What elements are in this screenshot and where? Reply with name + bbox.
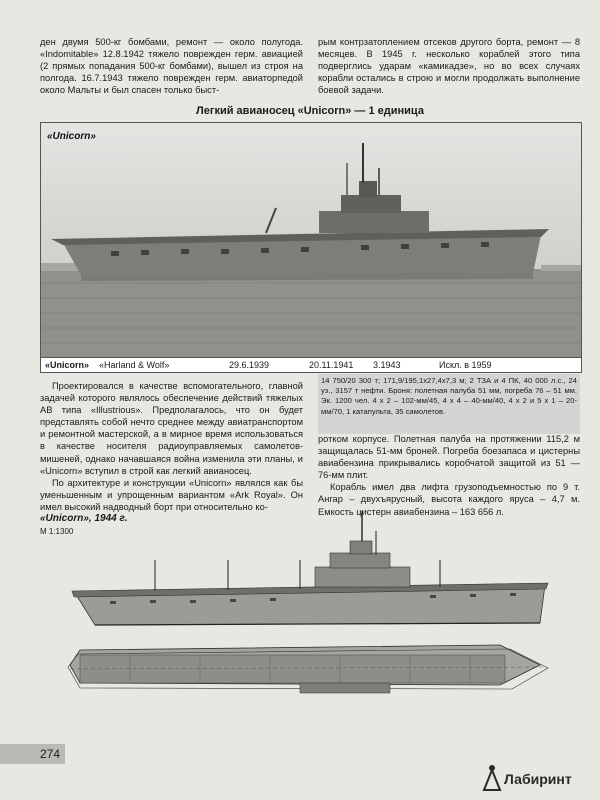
ship-name: «Unicorn» bbox=[45, 360, 90, 370]
ship-builder: «Harland & Wolf» bbox=[99, 360, 170, 370]
text-column-mid-left bbox=[40, 380, 303, 513]
ship-photo-image bbox=[41, 123, 581, 357]
page-number: 274 bbox=[0, 744, 65, 764]
text-column-top-left bbox=[40, 36, 303, 96]
laid-down-date: 29.6.1939 bbox=[229, 360, 270, 370]
labirint-logo-icon bbox=[478, 760, 590, 794]
drawing-title: «Unicorn», 1944 г. bbox=[40, 513, 128, 524]
paragraph: Проектировался в качестве вспомогательного, главной задачей которого являлось обеспечение действий тяжелых АВ типа «Illustrious». Предполагалось, что он будет представлять собой нечто среднее между авиатранспортом и ремонтной мастерской, а в мирное время использоваться в качестве носителя радиоуправляемых самолетов-мишеней, однако начавшаяся война изменила эти планы, и «Unicorn» вступил в строй как легкий авианосец. bbox=[40, 381, 303, 476]
paragraph: ротком корпусе. Полетная палуба на протяжении 115,2 м защищалась 51-мм броней. Погреба боезапаса и цистерны авиабензина прикрывались коробчатой защитой из 51 — 76-мм плит. bbox=[318, 434, 580, 481]
ship-drawings bbox=[0, 505, 600, 745]
labirint-watermark bbox=[478, 760, 590, 794]
ship-drawing-svg bbox=[0, 505, 600, 745]
ship-spec-row bbox=[40, 357, 582, 373]
launch-date: 20.11.1941 bbox=[309, 360, 354, 370]
photo-label: «Unicorn» bbox=[47, 131, 96, 142]
section-title: Легкий авианосец «Unicorn» — 1 единица bbox=[196, 105, 424, 117]
plan-view-drawing bbox=[68, 645, 548, 693]
fate: Искл. в 1959 bbox=[439, 360, 492, 370]
paragraph: рым контрзатоплением отсеков другого борта, ремонт — 8 месяцев. В 1945 г. несколько кораблей этого типа подверглись ударам «камикадзе», но во всех случаях корабли остались в строю и могли продолжать выполнение боевой задачи. bbox=[318, 37, 580, 96]
paragraph: ден двумя 500-кг бомбами, ремонт — около полугода. «Indomitable» 12.8.1942 тяжело поврежден герм. авиацией (2 прямых попадания 500-кг бомбами), вышел из строя на полгода. 16.7.1943 тяжело поврежден герм. авиаторпедой около Мальты и был спасен только быст- bbox=[40, 37, 303, 96]
paragraph: Корабль имел два лифта грузоподъемностью по 9 т. Ангар – двухъярусный, высота каждого яруса – 4,7 м. Емкость цистерн авиабензина – 163 656 л. bbox=[318, 482, 580, 517]
side-profile-drawing bbox=[72, 511, 548, 625]
drawing-scale: М 1:1300 bbox=[40, 527, 74, 536]
specifications-box: 14 750/20 300 т; 171,9/195,1x27,4x7,3 м; 2 ТЗА и 4 ПК, 40 000 л.с., 24 уз., 3157 т нефти. Броня: полетная палуба 51 мм, погреба 76 – 51 мм. Эк. 1200 чел. 4 х 2 – 102-мм/45, 4 х 4 – 40-мм/40, 4 х 2 и 5 х 1 – 20-мм/70, 1 катапульта, 35 самолетов. bbox=[318, 374, 580, 434]
paragraph: По архитектуре и конструкции «Unicorn» являлся как бы уменьшенным и упрощенным вариантом «Ark Royal». Он имел высокий надводный борт при относительно ко- bbox=[40, 477, 303, 512]
text-column-top-right bbox=[318, 36, 580, 96]
svg-text:Лабиринт: Лабиринт bbox=[504, 771, 572, 787]
commission-date: 3.1943 bbox=[373, 360, 401, 370]
ship-photo bbox=[40, 122, 582, 358]
